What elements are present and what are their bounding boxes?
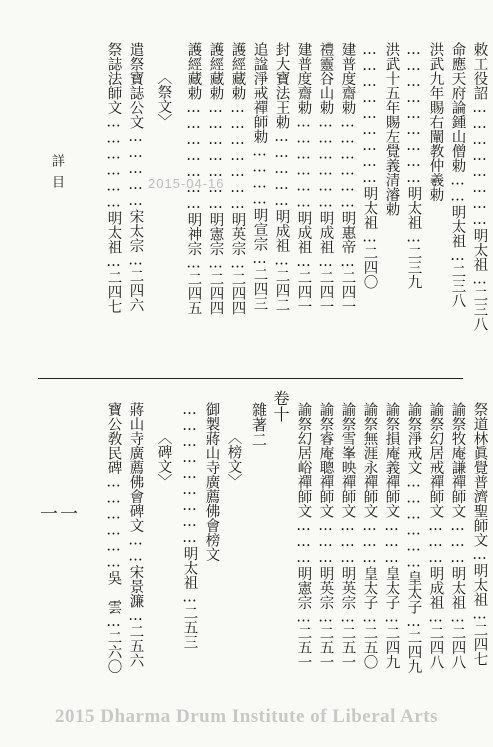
toc-entry: 諭祭雪峯映禪師文………明英宗…二五一 — [339, 402, 356, 669]
toc-entry: ………………………明太祖…二三九 — [405, 42, 422, 289]
page-number: 一一 — [40, 504, 80, 525]
toc-entry: 護經藏勅…………………明英宗…二四四 — [229, 42, 246, 315]
toc-entry: 御製蔣山寺廣薦佛會榜文 — [203, 402, 220, 562]
toc-entry: 祭誌法師文………………明太祖…二四七 — [105, 42, 122, 314]
toc-entry: 諭祭睿庵聰禪師文………明英宗…二五一 — [317, 402, 334, 669]
toc-entry: 護經藏勅…………………明神宗…二四五 — [185, 42, 202, 315]
toc-entry: 蔣山寺廣薦佛會碑文……宋景濂…二五六 — [127, 402, 144, 668]
toc-entry: 諭祭牧庵謙禪師文………明太祖…二四八 — [449, 402, 466, 669]
toc-entry: 封大寶法王勅……………明成祖…二四二 — [273, 42, 290, 312]
toc-entry: 洪武九年賜右闡教仲羲勅 — [427, 42, 444, 202]
section-heading: 〈榜文〉 — [225, 430, 242, 488]
date-stamp: 2015-04-16 — [148, 176, 225, 191]
toc-entry: 護經藏勅…………………明憲宗…二四四 — [207, 42, 224, 315]
toc-entry: 諭祭淨戒文………………皇太子…二四九 — [405, 402, 422, 674]
toc-entry: ………………………明太祖…二五三 — [181, 402, 198, 649]
toc-entry: 諭祭無涯永禪師文………皇太子…二五〇 — [361, 402, 378, 669]
toc-entry: 建普度齋勅………………明成祖…二四一 — [295, 42, 312, 314]
toc-entry: 建普度齋勅………………明惠帝…二四一 — [339, 42, 356, 314]
toc-entry: ………………………明太祖…二四〇 — [361, 42, 378, 289]
toc-entry: 洪武十五年賜左覺義清濬勅 — [383, 42, 400, 216]
section-heading: 〈碑文〉 — [155, 430, 172, 488]
chapter-heading: 卷十 — [271, 390, 290, 422]
toc-entry: 禮靈谷山勅………………明成祖…二四一 — [317, 42, 334, 314]
toc-entry: 敕工役詔……………………明太祖…二三八 — [471, 42, 488, 331]
toc-entry: 祭道林眞覺普濟聖師文…明太祖…二四七 — [471, 402, 488, 666]
toc-entry: 諭祭幻居峪禪師文………明憲宗…二五一 — [295, 402, 312, 669]
toc-entry: 寶公敎民碑………………吳 雲…二六〇 — [105, 402, 122, 674]
watermark-footer: 2015 Dharma Drum Institute of Liberal Arts — [54, 706, 439, 727]
toc-entry: 命應天府論鍾山僧勅……明太祖…二三八 — [449, 42, 466, 308]
toc-entry: 遣祭寶誌公文……………宋太宗…二四六 — [127, 42, 144, 312]
section-heading: 〈祭文〉 — [155, 70, 172, 128]
toc-entry: 諭祭損庵義禪師文………皇太子…二四九 — [383, 402, 400, 669]
divider-rule — [38, 378, 463, 379]
toc-entry: 追諡淨戒禪師勅…………明宣宗…二四三 — [251, 42, 268, 311]
section-heading: 雜著二 — [250, 402, 268, 447]
running-head: 詳目 — [49, 154, 64, 196]
toc-entry: 諭祭幻居戒禪師文………明成祖…二四八 — [427, 402, 444, 669]
